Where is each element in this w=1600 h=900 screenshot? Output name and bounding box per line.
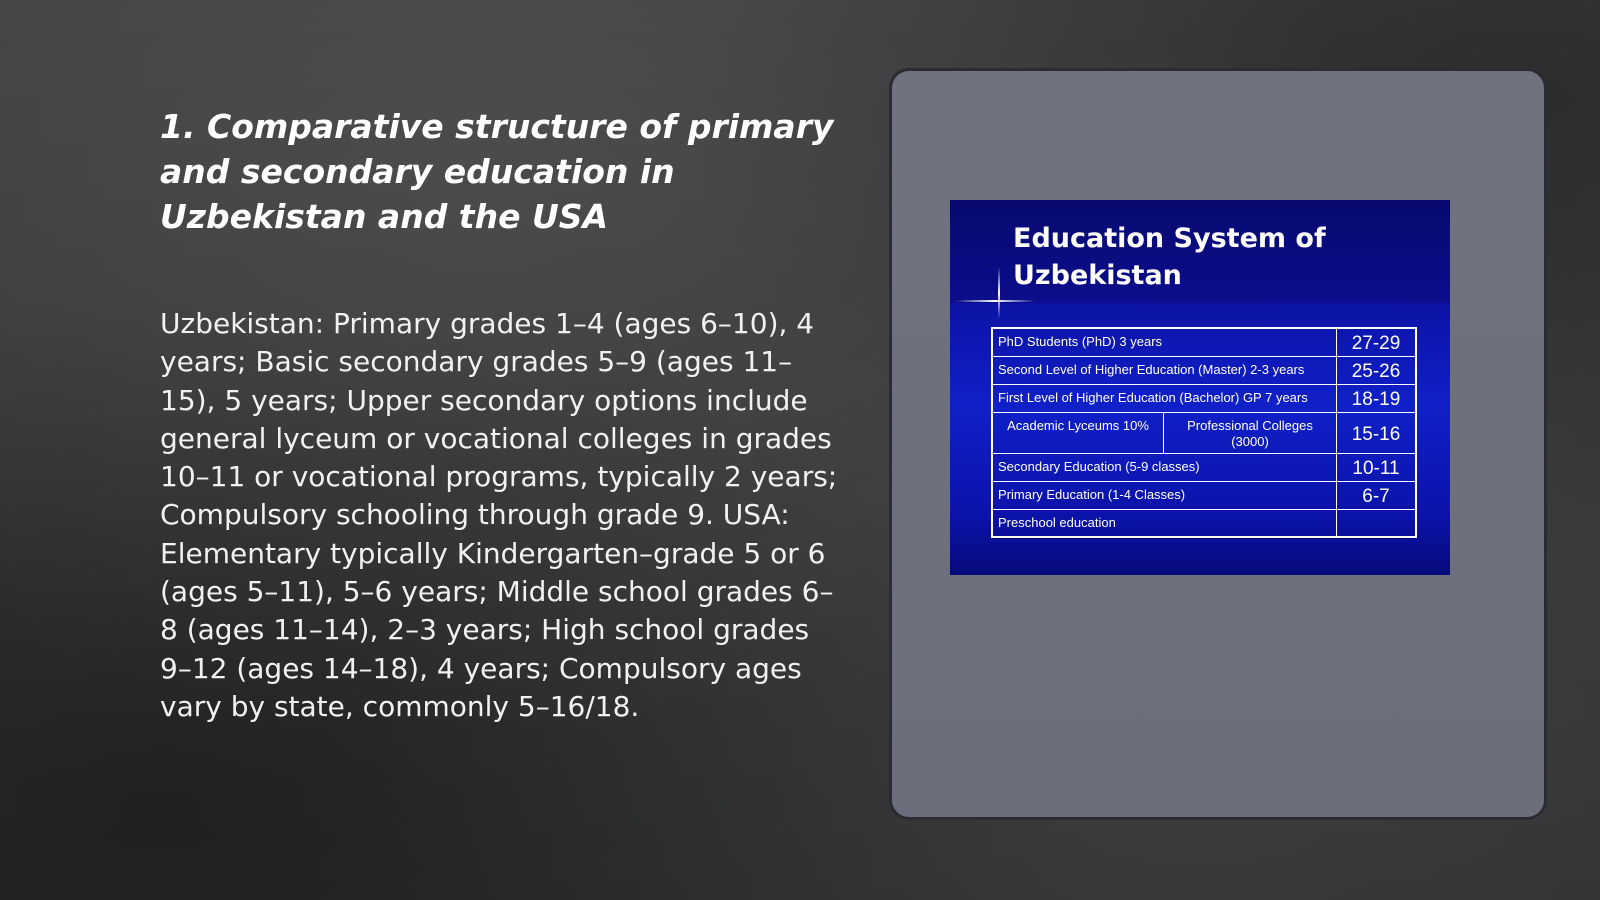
embedded-slide-image — [950, 200, 1450, 575]
level-cell-lyceums: Academic Lyceums 10% — [992, 413, 1164, 454]
level-cell: Secondary Education (5-9 classes) — [992, 454, 1337, 482]
education-system-table — [991, 327, 1417, 538]
comparison-body-text: Uzbekistan: Primary grades 1–4 (ages 6–10), 4 years; Basic secondary grades 5–9 (ages 11–15), 5 years; Upper secondary options include general lyceum or vocational colleges in grades 10–11 or vocational programs, typically 2 years; Compulsory schooling through grade 9. USA: Elementary typically Kindergarten–grade 5 or 6 (ages 5–11), 5–6 years; Middle school grades 6–8 (ages 11–14), 2–3 years; High school grades 9–12 (ages 14–18), 4 years; Compulsory ages vary by state, commonly 5–16/18. — [160, 307, 838, 723]
table-row — [992, 454, 1416, 482]
embedded-slide-title: Education System of Uzbekistan — [1013, 223, 1326, 291]
table-row — [992, 328, 1416, 357]
level-cell: PhD Students (PhD) 3 years — [992, 328, 1337, 357]
table-row — [992, 510, 1416, 538]
age-cell: 27-29 — [1337, 328, 1417, 357]
level-cell: Second Level of Higher Education (Master) 2-3 years — [992, 357, 1337, 385]
age-cell: 25-26 — [1337, 357, 1417, 385]
age-cell: 6-7 — [1337, 482, 1417, 510]
table-row — [992, 482, 1416, 510]
slide-heading: 1. Comparative structure of primary and secondary education in Uzbekistan and the USA — [160, 107, 834, 236]
level-cell-colleges: Professional Colleges (3000) — [1164, 413, 1337, 454]
age-cell — [1337, 510, 1417, 538]
table-row — [992, 357, 1416, 385]
table-row — [992, 413, 1416, 454]
table-row — [992, 385, 1416, 413]
level-cell: Primary Education (1-4 Classes) — [992, 482, 1337, 510]
level-cell: Preschool education — [992, 510, 1337, 538]
sparkle-icon-horizontal — [955, 300, 1035, 302]
age-cell: 10-11 — [1337, 454, 1417, 482]
sparkle-icon-vertical — [998, 267, 1000, 319]
age-cell: 15-16 — [1337, 413, 1417, 454]
age-cell: 18-19 — [1337, 385, 1417, 413]
level-cell: First Level of Higher Education (Bachelor) GP 7 years — [992, 385, 1337, 413]
